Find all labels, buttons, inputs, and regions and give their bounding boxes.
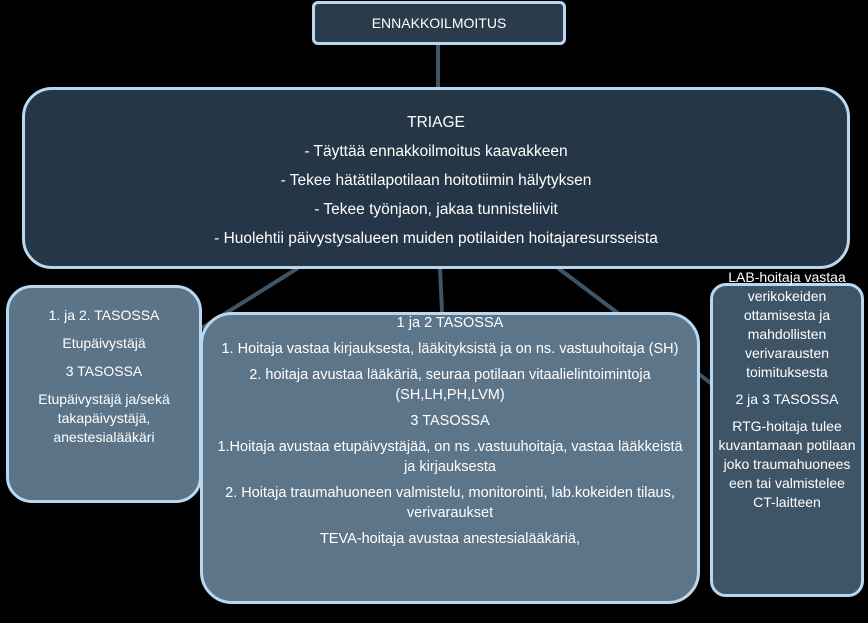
lab-imaging-heading: 2 ja 3 TASOSSA [735, 391, 839, 407]
nurse-tasks-box [200, 312, 700, 604]
triage-item: - Tekee hätätilapotilaan hoitotiimin hälytyksen [280, 172, 592, 189]
nurse-task: 1.Hoitaja avustaa etupäivystäjää, on ns .vastuuhoitaja, vastaa lääkkeistä ja kirjauksesta [217, 439, 683, 475]
nurse-task: 2. hoitaja avustaa lääkäriä, seuraa potilaan vitaalielintoimintoja (SH,LH,PH,LVM) [249, 367, 651, 403]
lab-imaging-box [710, 269, 864, 597]
nurse-task: 1. Hoitaja vastaa kirjauksesta, lääkityksistä ja on ns. vastuuhoitaja (SH) [221, 341, 679, 357]
triage-title: TRIAGE [407, 114, 465, 131]
physician-heading-levels-1-2: 1. ja 2. TASOSSA [48, 307, 160, 323]
nurse-heading-levels-1-2: 1 ja 2 TASOSSA [396, 315, 504, 331]
advance-notice-box [312, 1, 566, 45]
nurse-task: TEVA-hoitaja avustaa anestesialääkäriä, [319, 531, 581, 547]
nurse-task: 2. Hoitaja traumahuoneen valmistelu, monitorointi, lab.kokeiden tilaus, verivaraukset [225, 485, 675, 521]
nurse-heading-level-3: 3 TASOSSA [410, 413, 490, 429]
triage-item: - Täyttää ennakkoilmoitus kaavakkeen [304, 143, 568, 160]
imaging-nurse-text: RTG-hoitaja tulee kuvantamaan potilaan joko traumahuonees een tai valmistelee CT-laitteen [718, 418, 856, 510]
physician-text-level-3: Etupäivystäjä ja/sekä takapäivystäjä, anestesialääkäri [38, 391, 170, 445]
physician-heading-level-3: 3 TASOSSA [65, 363, 143, 379]
physician-box [6, 285, 202, 503]
triage-item: - Tekee työnjaon, jakaa tunnisteliivit [314, 201, 558, 218]
lab-nurse-text: LAB-hoitaja vastaa verikokeiden ottamisesta ja mahdollisten verivarausten toimituksesta [728, 269, 846, 380]
physician-text-levels-1-2: Etupäivystäjä [62, 335, 146, 351]
triage-item: - Huolehtii päivystysalueen muiden potilaiden hoitajaresursseista [214, 230, 658, 247]
advance-notice-title: ENNAKKOILMOITUS [371, 15, 507, 31]
connector-triage-to-center [440, 268, 442, 312]
triage-box [22, 87, 850, 269]
